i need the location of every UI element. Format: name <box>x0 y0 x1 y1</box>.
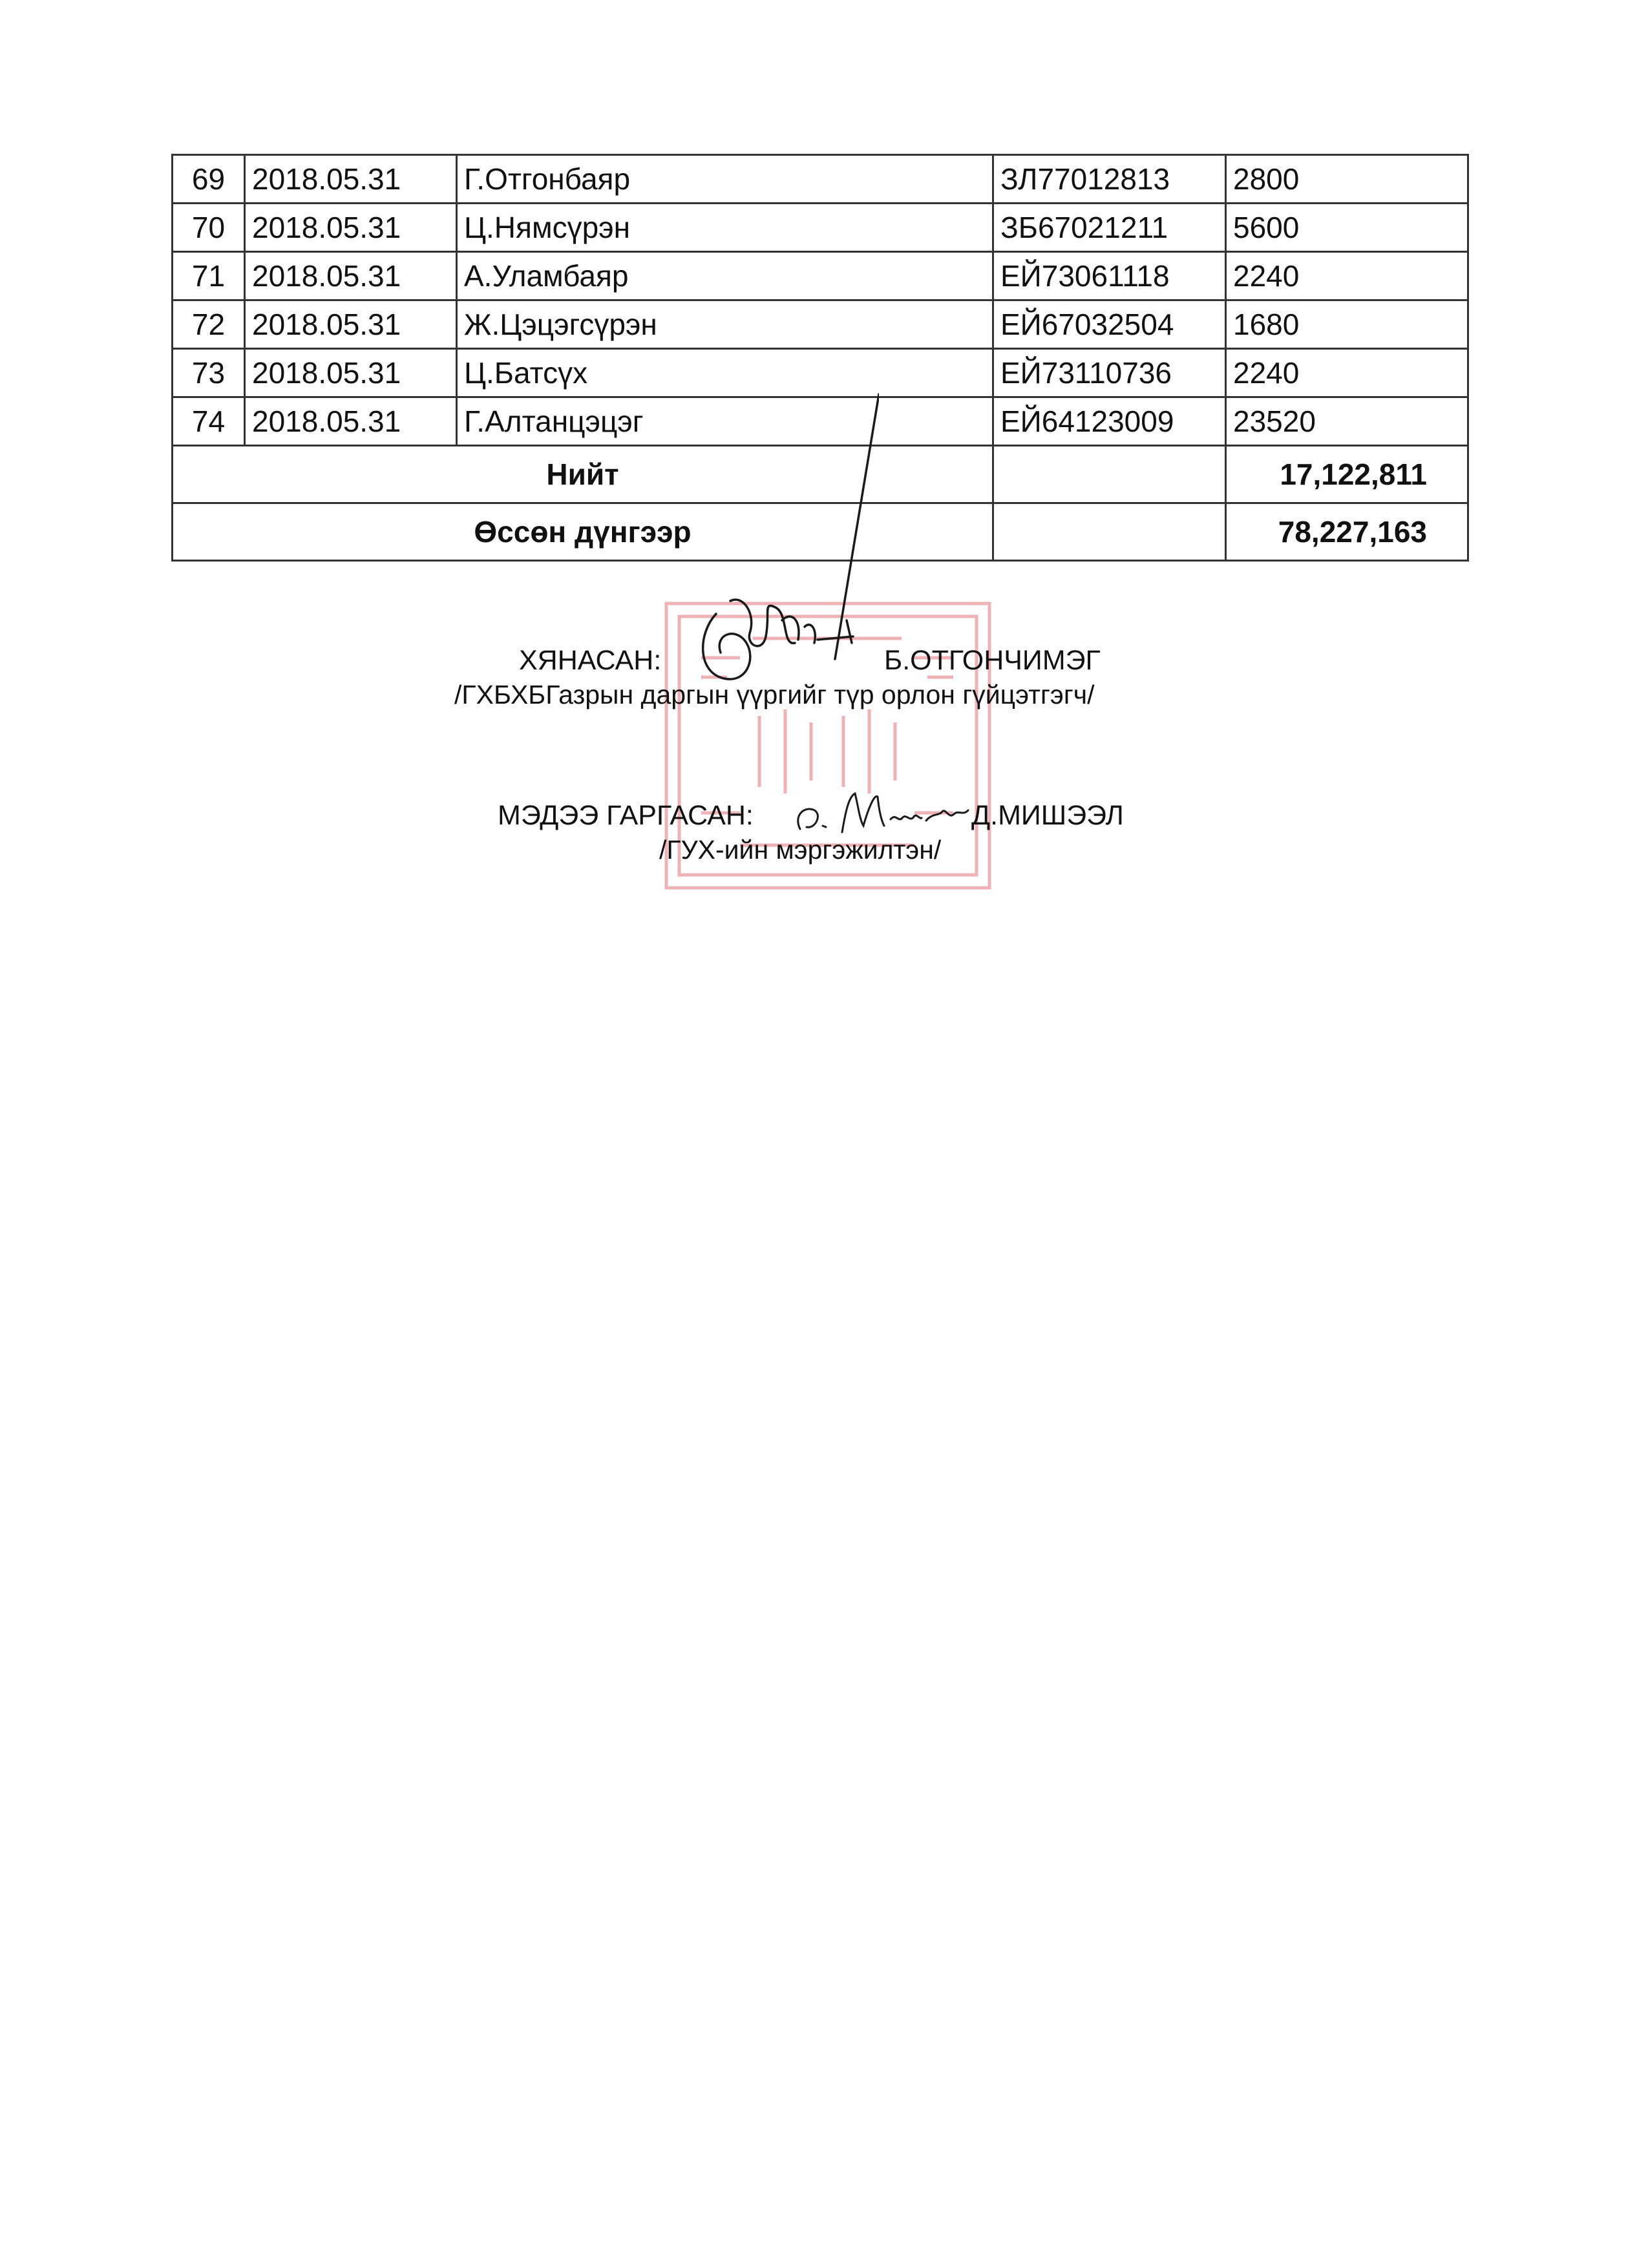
row-name: Г.Отгонбаяр <box>457 155 993 204</box>
row-date: 2018.05.31 <box>245 204 457 252</box>
row-number: 69 <box>173 155 245 204</box>
row-register-number: ЗБ67021211 <box>993 204 1226 252</box>
row-name: Ц.Батсүх <box>457 349 993 397</box>
cumulative-label: Өссөн дүнгээр <box>173 503 993 561</box>
reviewer-name: Б.ОТГОНЧИМЭГ <box>884 645 1101 676</box>
row-number: 71 <box>173 252 245 300</box>
total-label: Нийт <box>173 446 993 503</box>
cumulative-empty-cell <box>993 503 1226 561</box>
reviewer-title: /ГХБХБГазрын даргын үүргийг түр орлон гүйцэтгэгч/ <box>454 680 1095 709</box>
row-register-number: ЗЛ77012813 <box>993 155 1226 204</box>
row-name: Г.Алтанцэцэг <box>457 397 993 446</box>
reviewer-label: ХЯНАСАН: <box>519 645 662 676</box>
row-amount: 1680 <box>1226 300 1468 349</box>
row-date: 2018.05.31 <box>245 300 457 349</box>
row-date: 2018.05.31 <box>245 349 457 397</box>
total-empty-cell <box>993 446 1226 503</box>
row-date: 2018.05.31 <box>245 252 457 300</box>
row-date: 2018.05.31 <box>245 397 457 446</box>
row-register-number: ЕЙ67032504 <box>993 300 1226 349</box>
preparer-name: Д.МИШЭЭЛ <box>971 800 1124 831</box>
table-row <box>173 155 1468 204</box>
row-register-number: ЕЙ73110736 <box>993 349 1226 397</box>
preparer-label: МЭДЭЭ ГАРГАСАН: <box>498 800 754 831</box>
row-date: 2018.05.31 <box>245 155 457 204</box>
row-name: Ж.Цэцэгсүрэн <box>457 300 993 349</box>
row-register-number: ЕЙ73061118 <box>993 252 1226 300</box>
row-amount: 2800 <box>1226 155 1468 204</box>
row-amount: 2240 <box>1226 349 1468 397</box>
row-amount: 2240 <box>1226 252 1468 300</box>
table-row <box>173 204 1468 252</box>
row-number: 74 <box>173 397 245 446</box>
preparer-title: /ГУХ-ийн мэргэжилтэн/ <box>659 835 942 865</box>
row-register-number: ЕЙ64123009 <box>993 397 1226 446</box>
table-row <box>173 252 1468 300</box>
row-name: Ц.Нямсүрэн <box>457 204 993 252</box>
reviewer-signature-icon <box>685 388 879 698</box>
row-number: 73 <box>173 349 245 397</box>
cumulative-value: 78,227,163 <box>1226 503 1468 561</box>
row-number: 72 <box>173 300 245 349</box>
row-number: 70 <box>173 204 245 252</box>
row-name: А.Уламбаяр <box>457 252 993 300</box>
total-value: 17,122,811 <box>1226 446 1468 503</box>
row-amount: 5600 <box>1226 204 1468 252</box>
preparer-signature-icon <box>787 781 981 839</box>
table-row <box>173 300 1468 349</box>
row-amount: 23520 <box>1226 397 1468 446</box>
